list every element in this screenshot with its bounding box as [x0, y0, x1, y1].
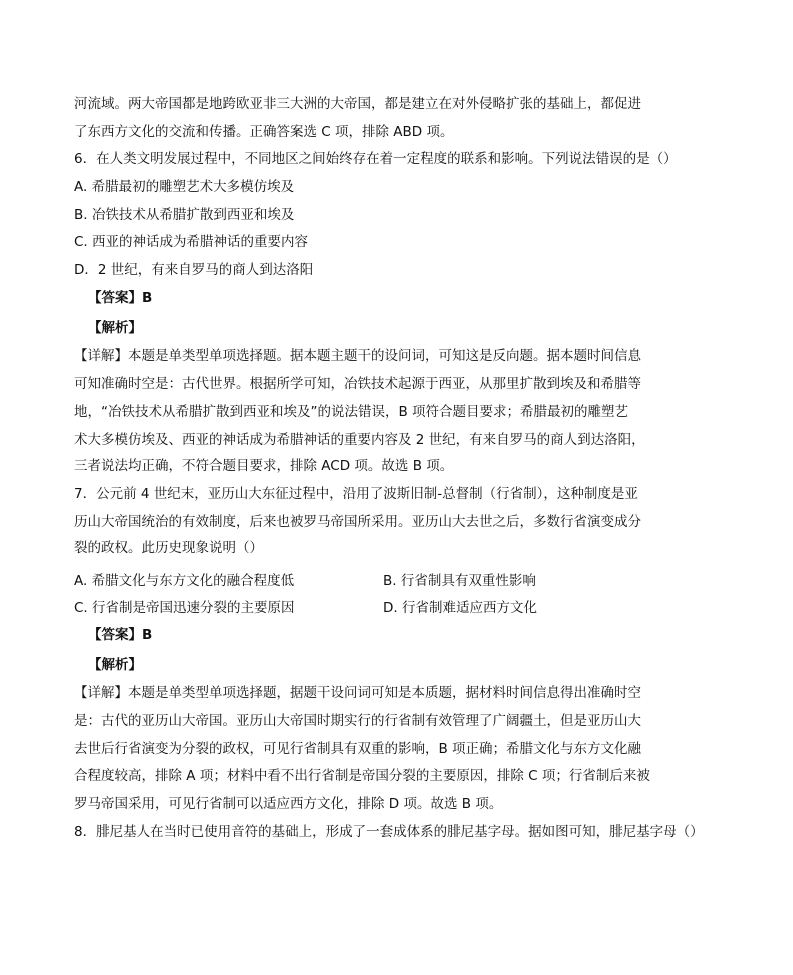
q6-detail-line-3: 地，“冶铁技术从希腊扩散到西亚和埃及”的说法错误，B 项符合题目要求；希腊最初的雕塑艺: [74, 404, 629, 420]
q6-option-b: B. 冶铁技术从希腊扩散到西亚和埃及: [74, 207, 295, 223]
q7-option-a: A. 希腊文化与东方文化的融合程度低: [74, 573, 295, 589]
q7-stem-line-2: 历山大帝国统治的有效制度，后来也被罗马帝国所采用。亚历山大去世之后，多数行省演变成分: [74, 514, 641, 530]
q6-option-a: A. 希腊最初的雕塑艺术大多模仿埃及: [74, 179, 295, 195]
q7-option-d: D. 行省制难适应西方文化: [383, 600, 537, 616]
q7-detail-line-3: 去世后行省演变为分裂的政权，可见行省制具有双重的影响，B 项正确；希腊文化与东方文化融: [74, 741, 642, 757]
q7-analysis-label: 【解析】: [88, 657, 142, 673]
q7-option-b: B. 行省制具有双重性影响: [383, 573, 536, 589]
q6-option-c: C. 西亚的神话成为希腊神话的重要内容: [74, 234, 309, 250]
q7-stem-line-3: 裂的政权。此历史现象说明（）: [74, 540, 263, 556]
q8-stem: 8．腓尼基人在当时已使用音符的基础上，形成了一套成体系的腓尼基字母。据如图可知，腓尼基字母（）: [74, 824, 704, 840]
q6-detail-line-1: 【详解】本题是单类型单项选择题。据本题主题干的设问词，可知这是反向题。据本题时间信息: [74, 348, 641, 364]
q7-stem-line-1: 7．公元前 4 世纪末，亚历山大东征过程中，沿用了波斯旧制-总督制（行省制），这种制度是亚: [74, 486, 638, 502]
q6-analysis-label: 【解析】: [88, 320, 142, 336]
continuation-line-1: 河流域。两大帝国都是地跨欧亚非三大洲的大帝国，都是建立在对外侵略扩张的基础上，都促进: [74, 96, 641, 112]
q7-detail-line-4: 合程度较高，排除 A 项；材料中看不出行省制是帝国分裂的主要原因，排除 C 项；行省制后来被: [74, 768, 650, 784]
q6-detail-line-2: 可知准确时空是：古代世界。根据所学可知，冶铁技术起源于西亚，从那里扩散到埃及和希腊等: [74, 376, 641, 392]
q7-detail-line-1: 【详解】本题是单类型单项选择题，据题干设问词可知是本质题，据材料时间信息得出准确时空: [74, 685, 641, 701]
q6-answer: 【答案】B: [88, 290, 153, 306]
q7-detail-line-5: 罗马帝国采用，可见行省制可以适应西方文化，排除 D 项。故选 B 项。: [74, 796, 503, 812]
q6-detail-line-4: 术大多模仿埃及、西亚的神话成为希腊神话的重要内容及 2 世纪，有来自罗马的商人到达洛阳，: [74, 432, 645, 448]
q7-option-c: C. 行省制是帝国迅速分裂的主要原因: [74, 600, 295, 616]
q6-option-d: D．2 世纪，有来自罗马的商人到达洛阳: [74, 262, 314, 278]
q7-detail-line-2: 是：古代的亚历山大帝国。亚历山大帝国时期实行的行省制有效管理了广阔疆土，但是亚历山大: [74, 713, 641, 729]
q6-detail-line-5: 三者说法均正确，不符合题目要求，排除 ACD 项。故选 B 项。: [74, 458, 454, 474]
q7-answer: 【答案】B: [88, 627, 153, 643]
q6-stem: 6．在人类文明发展过程中，不同地区之间始终存在着一定程度的联系和影响。下列说法错误的是（）: [74, 151, 677, 167]
continuation-line-2: 了东西方文化的交流和传播。正确答案选 C 项，排除 ABD 项。: [74, 124, 454, 140]
